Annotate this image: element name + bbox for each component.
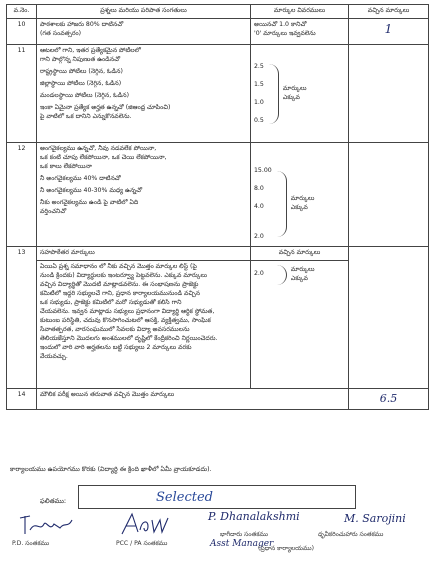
row-question: ఏయిఏ ప్రశ్న సమాధానం లో నీకు వచ్చిన మొత్తం మార్కుల లిస్ట్ (పై నుండి క్రిందకు) విద్యార్థులకు ఇంటర్వ్యూ పెట్టవలెను. ఎక్కువ మార్కులు వచ్చిన విద్యార్థితో మొదటి మాట్లాడవలెను. ఈ సంభాషణను ప్రాజెక్టు కమిటీలో ఇద్దరి సభ్యులచే గాని, ప్రధాన కార్యాలయమునుండి వచ్చిన ఒక సభ్యుడు, ప్రాజెక్టు కమిటీలో మరో సభ్యుడుతో కలిసి గాని చేయవలెను. ఇవ్వన మాట్లాడు సభ్యులు ప్రధానంగా విద్యార్థి ఆర్థిక స్థోమత, కుటుంబ పరిస్థితి, చదువు కొనసాగించుటలో ఆసక్తి, వ్యక్తిత్వము, సాంఘిక సేవాతత్పరత, వారసంఘములో సేవలకు విద్యా అవసరములను తెలియజేస్తూని మొదలగు అంశములలో దృష్టిలో కేంద్రీకరించి నిర్ణయించెదరు. ఇందులో వారి వారి అర్హతలను బట్టి సభ్యులు 2 మార్కులు వరకు వేయవచ్చు. [37,260,251,388]
scale-value: 4.0 [254,202,264,210]
row-mark-details: 2.0 మార్కులు ఎక్కువ [251,260,349,388]
scale-value: 15.00 [254,167,272,174]
result-value: Selected [156,490,213,505]
row-number: 12 [7,143,37,247]
row-question: పాఠశాలకు హాజరు 80% దాటినచో (గత సంవత్సరం) [37,19,251,45]
row-number: 13 [7,247,37,389]
signature-designation: Asst Manager [210,539,274,549]
table-row [7,247,429,261]
signatory-office: (ప్రధాన కార్యాలయము) [258,545,314,552]
office-use-note: కార్యాలయము ఉపయోగము కొరకు (విద్యార్థి ఈ క్రింది ఖాళీలో ఏమీ వ్రాయకూడదు). [10,466,212,473]
table-row [7,143,429,247]
row-number: 14 [7,388,37,409]
scale-value: 1.5 [254,80,264,88]
pcc-signature [118,510,178,538]
header-questions: ప్రశ్నలు మరియు పరిపాత సంగతులు [37,5,251,19]
brace-icon [276,171,287,237]
verifier-role: ధృవీకరించుహారు సంతకము [318,531,384,538]
result-box [78,485,356,509]
brace-icon [268,64,279,124]
signatory-role: భాగీదారు సంతకము [220,531,268,538]
header-serial: వ.నెం. [7,5,37,19]
marks-obtained [349,247,429,389]
scale-value: 8.0 [254,184,264,192]
marks-table [6,4,429,410]
scale-value: 1.0 [254,98,264,106]
pd-role: P.D. సంతకము [12,540,50,547]
marks-obtained: 6.5 [349,388,429,409]
verifier-signature: M. Sarojini [344,512,406,525]
marks-obtained: 1 [349,19,429,45]
marks-obtained [349,45,429,143]
table-row [7,19,429,45]
header-marks-obtained: వచ్చిన మార్కులు [349,5,429,19]
scale-value: 2.0 [254,232,264,240]
pcc-role: PCC / PA సంతకము [116,540,168,547]
marks-obtained [349,143,429,247]
brace-icon [276,265,287,285]
row-number: 11 [7,45,37,143]
scale-value: 2.5 [254,63,264,70]
row-mark-details: 15.00 8.0 4.0 2.0 మార్కులు ఎక్కువ [251,143,349,247]
row-title: సహపాఠేతర మార్కులు [37,247,251,261]
row-mark-details: 2.5 1.5 1.0 0.5 మార్కులు ఎక్కువ [251,45,349,143]
signature-name: P. Dhanalakshmi [208,510,300,523]
table-row [7,45,429,143]
result-label: ఫలితము: [40,497,67,505]
row-question: మౌలిక పరీక్ష అయిన తరువాత వచ్చిన మొత్తం మార్కులు [37,388,349,409]
scale-value: 0.5 [254,116,264,124]
scale-value: 2.0 [254,270,264,278]
pd-signature [16,512,76,538]
row-number: 10 [7,19,37,45]
header-mark-details: మార్కుల వివరములు [251,5,349,19]
row-details-title: వచ్చిన మార్కులు [251,247,349,261]
row-mark-details: అయినచో 1.0 కానిచో '0' మార్కులు ఇవ్వవలెను [251,19,349,45]
table-header-row [7,5,429,19]
table-row [7,388,429,409]
row-question: అంగవైకల్యము ఉన్నచో, నీవు నడవలేక పోయినా, ఒక కంటి చూపు లేకపోయినా, ఒక చెయి లేకపోయినా, ఒక కాలు లేకపోయినా నీ అంగవైకల్యము 40% దాటినచో నీ అంగవైకల్యము 40-30% మధ్య ఉన్నచో నీకు అంగవైకల్యము ఉండి పై వాటిలో ఏది వర్తించనిచో [37,143,251,247]
row-question: ఆటలలో గాని, ఇతర ప్రత్యేకమైన పోటీలలో గాని పాల్గొన్న నిపుణుత ఉండినచో రాష్ట్రస్థాయి పోటీలు (నెగ్గిన, ఓడిన) జిల్లాస్థాయి పోటీలు (నెగ్గిన, ఓడిన) మండలస్థాయి పోటీలు (నెగ్గిన, ఓడిన) ఇంకా ఏమైనా ప్రత్యేక అర్హత ఉన్నచో (జిఆంధ్ర చూపించి) పై వాటిలో ఒక దానిని ఎన్నుకొనవలెను. [37,45,251,143]
